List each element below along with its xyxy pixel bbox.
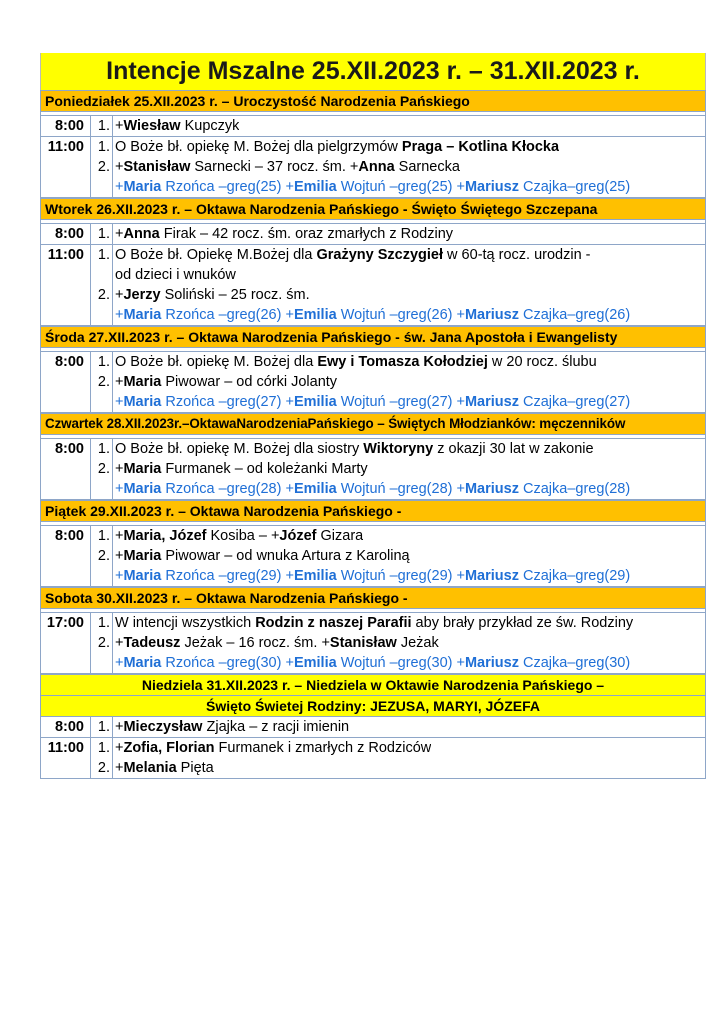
intention-number: 2. [91,633,113,653]
intention-text-part: Maria [123,481,162,497]
intention-text-part: + [115,287,124,303]
day-header: Piątek 29.XII.2023 r. – Oktawa Narodzenia Pańskiego - [41,501,705,522]
intention-text-part: Maria, Józef [123,528,207,544]
intention-number [91,653,113,673]
intention-text-part: Wiesław [123,118,181,134]
intention-text [113,526,363,546]
day-section [40,500,706,587]
intention-number [91,479,113,499]
intention-number: 1. [91,224,113,244]
intention-text-part: Grażyny Szczygieł [316,247,444,263]
page-title: Intencje Mszalne 25.XII.2023 r. – 31.XII.2023 r. [40,53,706,90]
intention-text-part: Wojtuń –greg(28) + [336,481,465,497]
mass-time-block [41,245,705,325]
mass-time: 11:00 [41,738,91,778]
intention-text-part: O Boże bł. opiekę M. Bożej dla pielgrzymów [115,139,402,155]
intention-number [91,177,113,197]
intention-text [113,157,460,177]
intention-text-part: Sarnecka [394,159,460,175]
mass-time-block [41,613,705,673]
intention-text-part: Maria [123,548,162,564]
intention-text-part: Czajka–greg(26) [518,307,631,323]
mass-time-block [41,137,705,197]
intention-text [113,546,410,566]
intention-text-part: Emilia [293,394,337,410]
intention-text-part: Rodzin z naszej Parafii [255,615,412,631]
intention-text-part: Rzońca –greg(27) + [161,394,294,410]
intention-text-part: Rzońca –greg(25) + [161,179,294,195]
mass-time-block [41,717,705,738]
day-header-line: Niedziela 31.XII.2023 r. – Niedziela w Oktawie Narodzenia Pańskiego – [41,675,705,696]
intention-line [91,352,705,372]
intention-text-part: + [115,655,124,671]
intention-text-part: Czajka–greg(27) [518,394,631,410]
intention-text-part: w 20 rocz. ślubu [487,354,597,370]
intention-line [91,305,705,325]
mass-time: 17:00 [41,613,91,673]
intention-text-part: Mariusz [464,394,519,410]
intention-text-part: Furmanek – od koleżanki Marty [161,461,368,477]
intention-text-part: Mariusz [464,307,519,323]
intention-text-part: Mariusz [464,568,519,584]
intention-text [113,224,453,244]
intention-text-part: Zjajka – z racji imienin [202,719,350,735]
intention-text-part: Rzońca –greg(28) + [161,481,294,497]
intention-text [113,459,368,479]
intention-text-part: Sarnecki – 37 rocz. śm. + [190,159,359,175]
intention-text-part: Stanisław [123,159,191,175]
intention-text-part: + [115,461,124,477]
intention-text-part: Maria [123,394,162,410]
day-header-line: Święto Świetej Rodziny: JEZUSA, MARYI, JÓZEFA [206,698,540,714]
intention-text-part: Furmanek i zmarłych z Rodziców [214,740,432,756]
intention-number [91,392,113,412]
intention-text-part: Jerzy [123,287,161,303]
intention-number: 1. [91,717,113,737]
intention-text [113,439,594,459]
mass-time: 8:00 [41,717,91,737]
intention-text-part: Zofia, Florian [123,740,215,756]
intention-text-part: Maria [123,374,162,390]
intention-line [91,653,705,673]
day-section [40,198,706,326]
day-header: Środa 27.XII.2023 r. – Oktawa Narodzenia Pańskiego - św. Jana Apostoła i Ewangelisty [41,327,705,348]
intention-number: 2. [91,546,113,566]
intention-number: 1. [91,137,113,157]
intention-text-part: O Boże bł. opiekę M. Bożej dla [115,354,318,370]
intention-text [113,177,630,197]
intention-text [113,352,597,372]
intention-text-part: Czajka–greg(30) [518,655,631,671]
intention-text [113,653,630,673]
day-header: Czwartek 28.XII.2023r.–OktawaNarodzeniaPańskiego – Świętych Młodzianków: męczenników [41,414,705,435]
intention-text-part: Maria [123,179,162,195]
intention-number: 1. [91,245,113,265]
intention-number: 2. [91,459,113,479]
intention-text-part: od dzieci i wnuków [115,267,236,283]
day-section [40,413,706,500]
intention-number: 1. [91,439,113,459]
intention-text-part: + [115,374,124,390]
intention-text-part: Emilia [293,655,337,671]
intention-text-part: + [115,481,124,497]
intention-text-part: Maria [123,307,162,323]
intention-lines [91,439,705,499]
intention-number: 1. [91,526,113,546]
intention-text-part: Emilia [293,568,337,584]
intention-number: 1. [91,613,113,633]
intention-text [113,116,239,136]
mass-time-block [41,738,705,778]
day-section [40,326,706,413]
intention-text-part: Wojtuń –greg(25) + [336,179,465,195]
intention-text-part: Wiktoryny [363,441,434,457]
intention-text [113,245,591,265]
intention-text [113,137,559,157]
intention-line [91,439,705,459]
intention-text-part: Czajka–greg(25) [518,179,631,195]
intention-text-part: Rzońca –greg(26) + [161,307,294,323]
intention-text-part: Emilia [293,179,337,195]
intention-line [91,224,705,244]
intention-line [91,245,705,265]
intention-text [113,613,633,633]
intention-text-part: Mariusz [464,655,519,671]
intention-text-part: aby brały przykład ze św. Rodziny [411,615,634,631]
intention-text-part: + [115,226,124,242]
intention-line [91,758,705,778]
intention-text-part: Tadeusz [123,635,181,651]
mass-time: 8:00 [41,224,91,244]
mass-time-block [41,116,705,137]
mass-time: 8:00 [41,526,91,586]
intention-text [113,305,630,325]
intention-text [113,265,236,285]
intention-text-part: + [115,548,124,564]
intention-text-part: Wojtuń –greg(27) + [336,394,465,410]
mass-time-block [41,352,705,412]
intention-text-part: Jeżak [396,635,439,651]
intention-text [113,758,214,778]
intention-text-part: + [115,179,124,195]
intention-text [113,392,630,412]
intention-text-part: Firak – 42 rocz. śm. oraz zmarłych z Rodziny [159,226,454,242]
intention-text-part: Melania [123,760,177,776]
intention-text [113,285,310,305]
intention-number [91,566,113,586]
intention-text-part: Piwowar – od wnuka Artura z Karoliną [161,548,410,564]
intention-text-part: Praga – Kotlina Kłocka [401,139,560,155]
mass-time: 11:00 [41,137,91,197]
intention-number [91,305,113,325]
intention-line [91,546,705,566]
intention-text [113,479,630,499]
mass-time-block [41,224,705,245]
intention-text-part: + [115,528,124,544]
intention-text-part: + [115,118,124,134]
mass-time: 8:00 [41,439,91,499]
intention-text-part: Anna [358,159,395,175]
day-header: Wtorek 26.XII.2023 r. – Oktawa Narodzenia Pańskiego - Święto Świętego Szczepana [41,199,705,220]
intention-line [91,613,705,633]
intention-text-part: Czajka–greg(29) [518,568,631,584]
intention-text-part: Jeżak – 16 rocz. śm. + [180,635,330,651]
intention-text-part: Rzońca –greg(30) + [161,655,294,671]
intention-line [91,526,705,546]
intention-number: 2. [91,372,113,392]
intention-text-part: W intencji wszystkich [115,615,256,631]
intention-text-part: Pięta [176,760,214,776]
intention-text-part: Anna [123,226,160,242]
intention-text-part: Piwowar – od córki Jolanty [161,374,338,390]
intention-text-part: Stanisław [329,635,397,651]
intention-lines [91,352,705,412]
intention-text-part: Maria [123,568,162,584]
intention-text-part: Kupczyk [180,118,240,134]
intention-lines [91,116,705,136]
intention-text-part: + [115,635,124,651]
intention-lines [91,224,705,244]
intention-text-part: Emilia [293,307,337,323]
intention-text-part: + [115,760,124,776]
intention-text [113,633,439,653]
intention-line [91,717,705,737]
intention-text-part: Rzońca –greg(29) + [161,568,294,584]
intention-number: 2. [91,285,113,305]
intention-line [91,459,705,479]
day-section [40,674,706,779]
intention-line [91,738,705,758]
intention-line [91,566,705,586]
mass-time: 11:00 [41,245,91,325]
mass-time: 8:00 [41,352,91,412]
intention-text-part: w 60-tą rocz. urodzin - [443,247,591,263]
mass-time-block [41,526,705,586]
intention-line [91,372,705,392]
intention-text-part: Soliński – 25 rocz. śm. [160,287,310,303]
intention-text-part: Emilia [293,481,337,497]
intention-lines [91,717,705,737]
intention-text-part: + [115,719,124,735]
intention-number [91,265,113,285]
intentions-sheet [40,53,706,779]
intention-text-part: O Boże bł. opiekę M. Bożej dla siostry [115,441,364,457]
intention-lines [91,613,705,673]
intention-number: 1. [91,738,113,758]
intention-text-part: + [115,740,124,756]
intention-text-part: Wojtuń –greg(29) + [336,568,465,584]
intention-lines [91,526,705,586]
intention-text [113,566,630,586]
intention-text-part: + [115,307,124,323]
intention-text-part: Gizara [316,528,364,544]
intention-line [91,137,705,157]
intention-line [91,177,705,197]
day-section [40,587,706,674]
intention-number: 2. [91,758,113,778]
intention-text-part: Józef [279,528,317,544]
intention-text-part: Mariusz [464,179,519,195]
intention-number: 1. [91,116,113,136]
intention-text-part: Maria [123,461,162,477]
intention-lines [91,738,705,778]
intention-text-part: z okazji 30 lat w zakonie [433,441,594,457]
intention-text-part: Maria [123,655,162,671]
intention-text-part: Kosiba – + [206,528,280,544]
intention-text-part: O Boże bł. Opiekę M.Bożej dla [115,247,317,263]
intention-text-part: + [115,394,124,410]
intention-text [113,717,349,737]
intention-lines [91,137,705,197]
intention-text [113,738,431,758]
intention-line [91,116,705,136]
intention-line [91,285,705,305]
intention-lines [91,245,705,325]
intention-line [91,633,705,653]
intention-line [91,157,705,177]
mass-time-block [41,439,705,499]
intention-text-part: Ewy i Tomasza Kołodziej [317,354,488,370]
intention-text-part: Mariusz [464,481,519,497]
day-header [41,675,705,717]
intention-line [91,479,705,499]
intention-text-part: + [115,159,124,175]
day-header: Sobota 30.XII.2023 r. – Oktawa Narodzenia Pańskiego - [41,588,705,609]
intention-text-part: Mieczysław [123,719,203,735]
intention-text-part: + [115,568,124,584]
day-header: Poniedziałek 25.XII.2023 r. – Uroczystość Narodzenia Pańskiego [41,91,705,112]
intention-text-part: Wojtuń –greg(30) + [336,655,465,671]
intention-text [113,372,337,392]
intention-line [91,392,705,412]
intention-text-part: Czajka–greg(28) [518,481,631,497]
intention-number: 1. [91,352,113,372]
days-list [40,90,706,779]
intention-text-part: Wojtuń –greg(26) + [336,307,465,323]
mass-time: 8:00 [41,116,91,136]
intention-line [91,265,705,285]
day-section [40,90,706,198]
intention-number: 2. [91,157,113,177]
